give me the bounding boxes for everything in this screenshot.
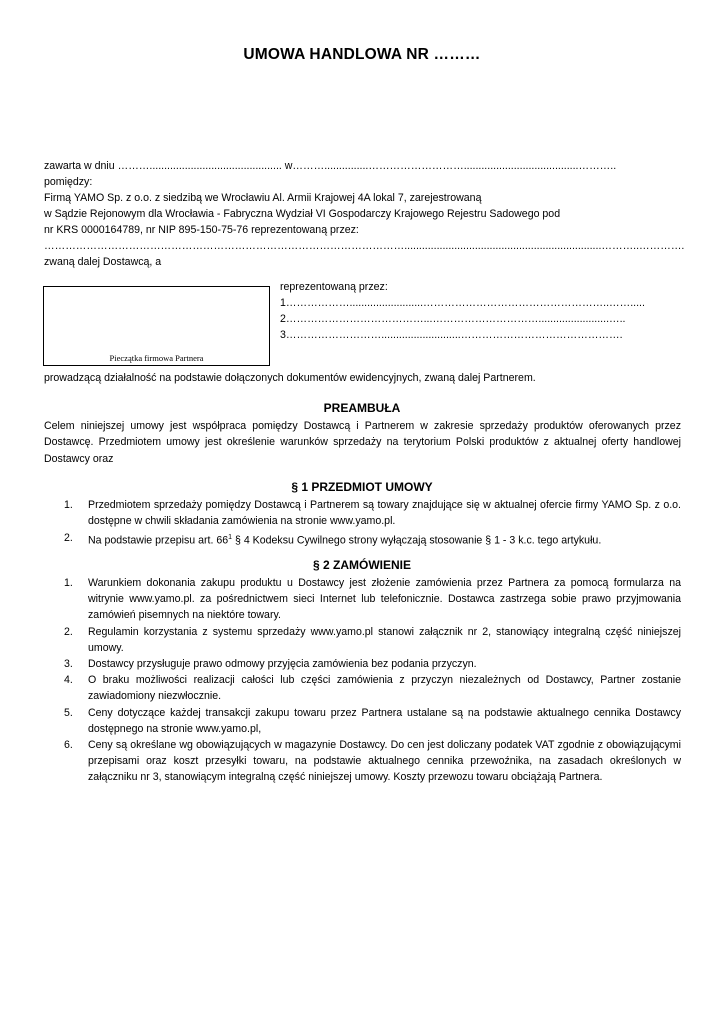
list-item: [44, 624, 681, 656]
list-item: [44, 497, 681, 529]
represented-by-label: reprezentowaną przez:: [280, 281, 388, 293]
section-1-heading: § 1 PRZEDMIOT UMOWY: [291, 480, 433, 494]
document-title: UMOWA HANDLOWA NR ………: [243, 46, 481, 63]
list-item-text: Przedmiotem sprzedaży pomiędzy Dostawcą i Partnerem są towary znajdujące się w aktualnej ofercie firmy YAMO Sp. z o.o. dostępne w chwili składania zamówienia na stronie www.yamo.pl.: [88, 499, 681, 528]
intro-line-supplier: zwaną dalej Dostawcą, a: [44, 256, 162, 268]
list-item: [44, 705, 681, 737]
list-item-text: Regulamin korzystania z systemu sprzedaży www.yamo.pl stanowi załącznik nr 2, stanowiący integralną część niniejszej umowy.: [88, 625, 681, 654]
list-item-number: 1.: [64, 577, 73, 589]
intro-line-krs-nip: nr KRS 0000164789, nr NIP 895-150-75-76 reprezentowaną przez:: [44, 224, 359, 236]
list-item-number: 2.: [64, 625, 73, 638]
intro-line-company: Firmą YAMO Sp. z o.o. z siedzibą we Wrocławiu Al. Armii Krajowej 4A lokal 7, zarejestrowaną: [44, 192, 482, 204]
intro-line-date-place: zawarta w dniu ………............................................. w………...............……………………….......................................………..: [44, 160, 617, 172]
section-1-list: [44, 497, 681, 549]
list-item-number: 2.: [64, 532, 73, 545]
section-2-heading: § 2 ZAMÓWIENIE: [312, 558, 411, 572]
list-item: [44, 656, 681, 672]
list-item-number: 1.: [64, 499, 73, 511]
list-item-text: Ceny dotyczące każdej transakcji zakupu towaru przez Partnera ustalane są na podstawie aktualnego cennika Dostawcy dostępnego na stronie www.yamo.pl,: [88, 706, 681, 735]
list-item: [44, 737, 681, 786]
list-item: [44, 672, 681, 704]
stamp-label: Pieczątka firmowa Partnera: [109, 353, 204, 363]
rep-line-2: 2…………………………………...…………………………........................…..: [280, 313, 626, 325]
section-2-list: [44, 575, 681, 786]
preamble-text: Celem niniejszej umowy jest współpraca pomiędzy Dostawcą i Partnerem w zakresie sprzedaży produktów oferowanych przez Dostawcę. Przedmiotem umowy jest określenie warunków sprzedaży na terytorium Polski produktów z aktualnej oferty handlowej Dostawcy oraz: [44, 420, 681, 465]
list-item-number: 6.: [64, 739, 73, 752]
list-item-number: 3.: [64, 658, 73, 671]
list-item-number: 5.: [64, 706, 73, 719]
partner-stamp-box: [43, 286, 270, 366]
list-item-text: Warunkiem dokonania zakupu produktu u Dostawcy jest złożenie zamówienia przez Partnera za pomocą formularza na witrynie www.yamo.pl. za pośrednictwem sieci Internet lub telefonicznie. Dostawca zastrzega sobie prawo przyjmowania zamówień pisemnych na niektóre towary.: [88, 577, 681, 622]
superscript: 1: [228, 534, 233, 542]
preamble-heading: PREAMBUŁA: [323, 401, 401, 415]
list-item-text: Dostawcy przysługuje prawo odmowy przyjęcia zamówienia bez podania przyczyn.: [88, 658, 477, 671]
intro-line-court: w Sądzie Rejonowym dla Wrocławia - Fabryczna Wydział VI Gospodarczy Krajowego Rejestru Sadowego pod: [44, 208, 561, 220]
list-item-text: O braku możliwości realizacji całości lub części zamówienia z przyczyn niezależnych od Dostawcy, Partner zostanie zawiadomiony niezwłocznie.: [88, 674, 681, 703]
list-item-text: § 4 Kodeksu Cywilnego strony wyłączają stosowanie § 1 - 3 k.c. tego artykułu.: [232, 534, 602, 547]
partner-line: prowadzącą działalność na podstawie dołączonych dokumentów ewidencyjnych, zwaną dalej Partnerem.: [44, 372, 536, 384]
list-item-text: Na podstawie przepisu art. 66: [88, 534, 229, 547]
intro-line-representative-blank: …………………………………………………………………………………………...................................................................………..………….: [44, 240, 685, 252]
rep-line-3: 3………………………...........................……………………………………….: [280, 329, 623, 341]
list-item-number: 4.: [64, 674, 73, 687]
rep-line-1: 1……………….........................……………………………………………..…….....: [280, 297, 645, 309]
list-item-text: Ceny są określane wg obowiązujących w magazynie Dostawcy. Do cen jest doliczany podatek VAT zgodnie z obowiązującymi przepisami oraz koszt przesyłki towaru, na podstawie aktualnego cennika przewoźnika, na zasadach określonych w załączniku nr 3, stanowiącym integralną część niniejszej umowy. Koszty przewozu towaru obciążają Partnera.: [88, 739, 681, 784]
intro-line-between: pomiędzy:: [44, 176, 93, 188]
list-item: [44, 530, 681, 549]
list-item: [44, 575, 681, 624]
